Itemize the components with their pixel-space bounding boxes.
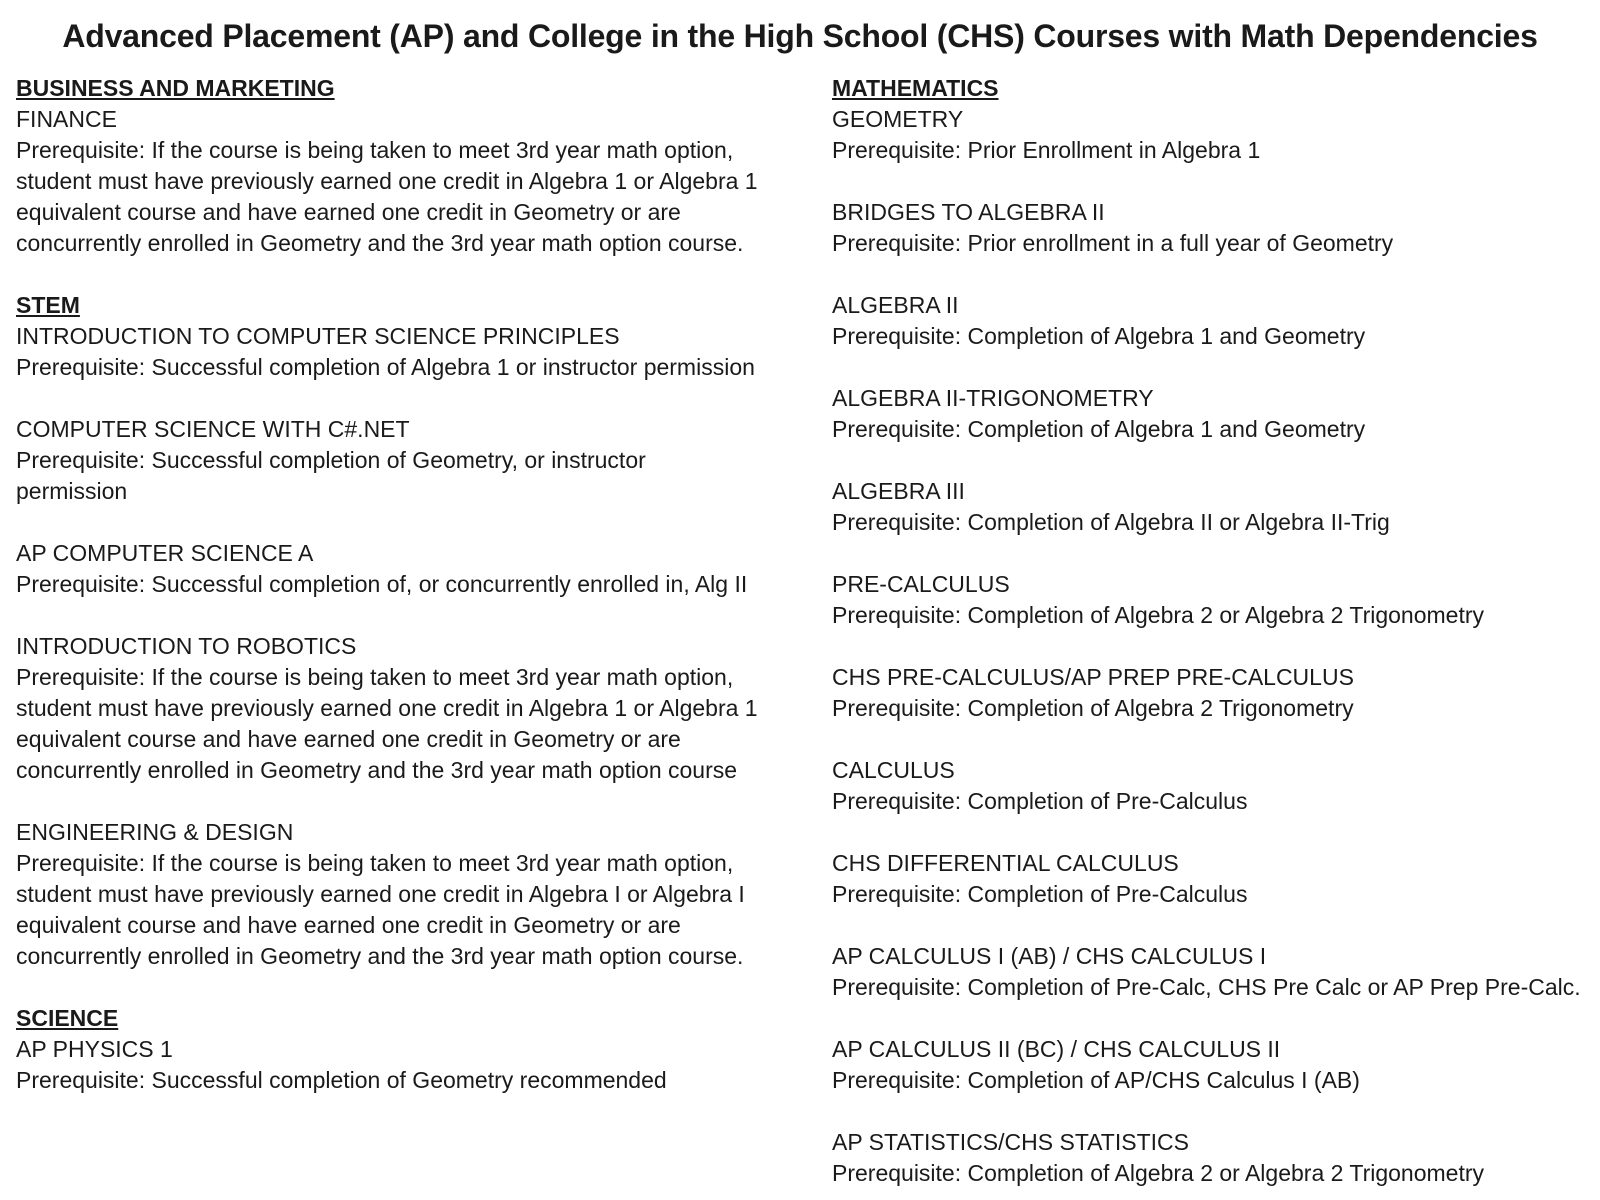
prereq-line: Prerequisite: Completion of Pre-Calculus xyxy=(832,881,1248,907)
course-name-bridges-algebra-ii: BRIDGES TO ALGEBRA II xyxy=(832,199,1105,225)
prereq-line: equivalent course and have earned one credit in Geometry or are xyxy=(16,726,681,752)
course-name-ap-cs-a: AP COMPUTER SCIENCE A xyxy=(16,540,314,566)
prereq-line: Prerequisite: Completion of Pre-Calc, CHS Pre Calc or AP Prep Pre-Calc. xyxy=(832,974,1581,1000)
prereq-line: student must have previously earned one credit in Algebra 1 or Algebra 1 xyxy=(16,695,758,721)
course-name-finance: FINANCE xyxy=(16,106,117,132)
section-heading-business: BUSINESS AND MARKETING xyxy=(16,75,335,101)
prereq-line: Prerequisite: Prior Enrollment in Algebra 1 xyxy=(832,137,1261,163)
course-name-geometry: GEOMETRY xyxy=(832,106,964,132)
prereq-line: Prerequisite: Successful completion of Geometry, or instructor xyxy=(16,447,646,473)
section-heading-stem: STEM xyxy=(16,292,80,318)
prereq-line: Prerequisite: If the course is being taken to meet 3rd year math option, xyxy=(16,850,734,876)
course-name-ap-physics: AP PHYSICS 1 xyxy=(16,1036,173,1062)
course-name-cs-csharp: COMPUTER SCIENCE WITH C#.NET xyxy=(16,416,410,442)
prereq-line: Prerequisite: Completion of Algebra 2 Trigonometry xyxy=(832,695,1354,721)
page-title: Advanced Placement (AP) and College in the High School (CHS) Courses with Math Dependencies xyxy=(62,18,1538,54)
course-name-chs-pre-calculus: CHS PRE-CALCULUS/AP PREP PRE-CALCULUS xyxy=(832,664,1354,690)
course-name-ap-calculus-ii: AP CALCULUS II (BC) / CHS CALCULUS II xyxy=(832,1036,1281,1062)
prereq-line: Prerequisite: If the course is being taken to meet 3rd year math option, xyxy=(16,137,734,163)
prereq-line: student must have previously earned one credit in Algebra I or Algebra I xyxy=(16,881,745,907)
course-name-robotics: INTRODUCTION TO ROBOTICS xyxy=(16,633,357,659)
prereq-line: concurrently enrolled in Geometry and the 3rd year math option course. xyxy=(16,230,744,256)
prereq-line: Prerequisite: Completion of Algebra 1 and Geometry xyxy=(832,416,1366,442)
prereq-line: Prerequisite: Completion of AP/CHS Calculus I (AB) xyxy=(832,1067,1360,1093)
prereq-line: Prerequisite: Completion of Algebra 1 and Geometry xyxy=(832,323,1366,349)
left-column xyxy=(16,73,796,1096)
section-heading-mathematics: MATHEMATICS xyxy=(832,75,999,101)
prereq-line: Prerequisite: If the course is being taken to meet 3rd year math option, xyxy=(16,664,734,690)
right-column xyxy=(832,73,1592,1189)
prereq-line: Prerequisite: Successful completion of, or concurrently enrolled in, Alg II xyxy=(16,571,748,597)
course-name-engineering: ENGINEERING & DESIGN xyxy=(16,819,294,845)
prereq-line: Prerequisite: Completion of Algebra 2 or Algebra 2 Trigonometry xyxy=(832,602,1485,628)
course-name-algebra-iii: ALGEBRA III xyxy=(832,478,965,504)
course-name-chs-differential-calculus: CHS DIFFERENTIAL CALCULUS xyxy=(832,850,1179,876)
prereq-line: Prerequisite: Successful completion of Algebra 1 or instructor permission xyxy=(16,354,755,380)
prereq-line: equivalent course and have earned one credit in Geometry or are xyxy=(16,912,681,938)
prereq-line: permission xyxy=(16,478,128,504)
prereq-line: Prerequisite: Prior enrollment in a full year of Geometry xyxy=(832,230,1394,256)
prereq-line: Prerequisite: Completion of Algebra II or Algebra II-Trig xyxy=(832,509,1390,535)
section-heading-science: SCIENCE xyxy=(16,1005,119,1031)
course-name-calculus: CALCULUS xyxy=(832,757,955,783)
course-name-ap-statistics: AP STATISTICS/CHS STATISTICS xyxy=(832,1129,1189,1155)
prereq-line: equivalent course and have earned one credit in Geometry or are xyxy=(16,199,681,225)
prereq-line: Prerequisite: Completion of Algebra 2 or Algebra 2 Trigonometry xyxy=(832,1160,1485,1186)
course-name-algebra-ii-trig: ALGEBRA II-TRIGONOMETRY xyxy=(832,385,1154,411)
prereq-line: concurrently enrolled in Geometry and the 3rd year math option course. xyxy=(16,943,744,969)
course-name-intro-cs: INTRODUCTION TO COMPUTER SCIENCE PRINCIPLES xyxy=(16,323,620,349)
course-name-pre-calculus: PRE-CALCULUS xyxy=(832,571,1010,597)
prereq-line: Prerequisite: Successful completion of Geometry recommended xyxy=(16,1067,667,1093)
course-name-ap-calculus-i: AP CALCULUS I (AB) / CHS CALCULUS I xyxy=(832,943,1267,969)
prereq-line: student must have previously earned one credit in Algebra 1 or Algebra 1 xyxy=(16,168,758,194)
prereq-line: Prerequisite: Completion of Pre-Calculus xyxy=(832,788,1248,814)
prereq-line: concurrently enrolled in Geometry and the 3rd year math option course xyxy=(16,757,738,783)
course-name-algebra-ii: ALGEBRA II xyxy=(832,292,959,318)
